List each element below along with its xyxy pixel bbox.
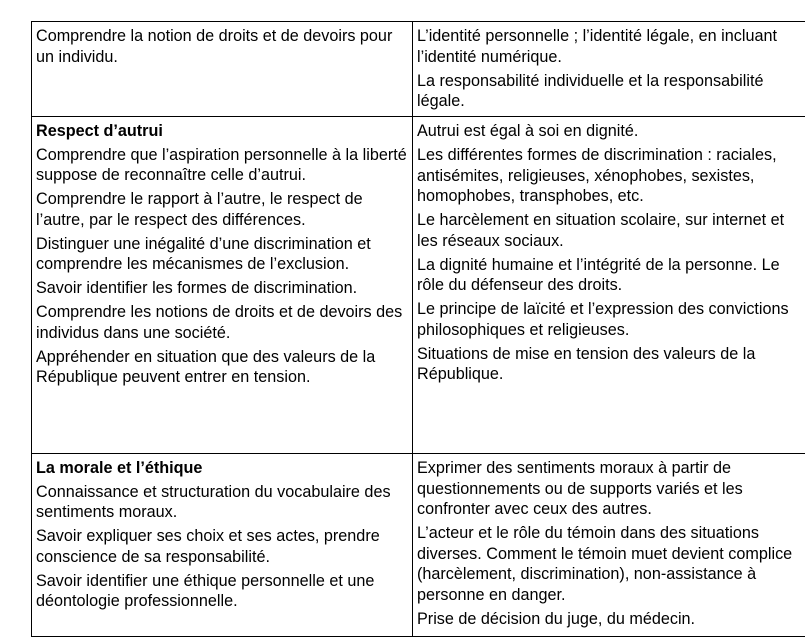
section-heading-morale: La morale et l’éthique <box>36 459 203 477</box>
connaissances-cell <box>413 117 805 454</box>
connaissances-cell <box>413 22 805 117</box>
connaissance-item: Les différentes formes de discrimination : raciales, antisémites, religieuses, xénophobes, sexistes, homophobes, transphobes, etc. <box>417 145 777 206</box>
competence-item: Comprendre la notion de droits et de devoirs pour un individu. <box>36 27 393 66</box>
connaissance-item: L’acteur et le rôle du témoin dans des situations diverses. Comment le témoin muet devient complice (harcèlement, discrimination), non-assistance à personne en danger. <box>417 524 793 604</box>
competence-item: Savoir identifier une éthique personnelle et une déontologie professionnelle. <box>36 571 375 611</box>
table-row <box>32 22 805 117</box>
competences-cell <box>32 117 413 454</box>
connaissance-item: Autrui est égal à soi en dignité. <box>417 122 639 140</box>
competence-item: Savoir expliquer ses choix et ses actes, prendre conscience de sa responsabilité. <box>36 527 380 566</box>
connaissances-cell <box>413 454 805 637</box>
competence-item: Appréhender en situation que des valeurs de la République peuvent entrer en tension. <box>36 347 376 387</box>
competences-cell <box>32 22 413 117</box>
competence-item: Comprendre les notions de droits et de devoirs des individus dans une société. <box>36 303 403 342</box>
connaissance-item: Situations de mise en tension des valeurs de la République. <box>417 344 756 384</box>
connaissance-item: La responsabilité individuelle et la responsabilité légale. <box>417 71 764 111</box>
connaissance-item: La dignité humaine et l’intégrité de la personne. Le rôle du défenseur des droits. <box>417 255 780 295</box>
competence-item: Connaissance et structuration du vocabulaire des sentiments moraux. <box>36 482 391 522</box>
competences-cell <box>32 454 413 637</box>
connaissance-item: Prise de décision du juge, du médecin. <box>417 609 696 628</box>
competence-item: Savoir identifier les formes de discrimination. <box>36 279 358 298</box>
table-row <box>32 454 805 637</box>
competence-item: Distinguer une inégalité d’une discrimination et comprendre les mécanismes de l’exclusion. <box>36 234 371 274</box>
table-row <box>32 117 805 454</box>
section-heading-respect: Respect d’autrui <box>36 122 163 140</box>
connaissance-item: Le principe de laïcité et l’expression des convictions philosophiques et religieuses. <box>417 300 789 339</box>
connaissance-item: Exprimer des sentiments moraux à partir de questionnements ou de supports variés et les confronter avec ceux des autres. <box>417 459 743 519</box>
connaissance-item: Le harcèlement en situation scolaire, sur internet et les réseaux sociaux. <box>417 211 785 250</box>
curriculum-table <box>31 21 805 637</box>
competence-item: Comprendre le rapport à l’autre, le respect de l’autre, par le respect des différences. <box>36 190 363 229</box>
competence-item: Comprendre que l’aspiration personnelle à la liberté suppose de reconnaître celle d’autrui. <box>36 145 407 185</box>
connaissance-item: L’identité personnelle ; l’identité légale, en incluant l’identité numérique. <box>417 27 777 66</box>
